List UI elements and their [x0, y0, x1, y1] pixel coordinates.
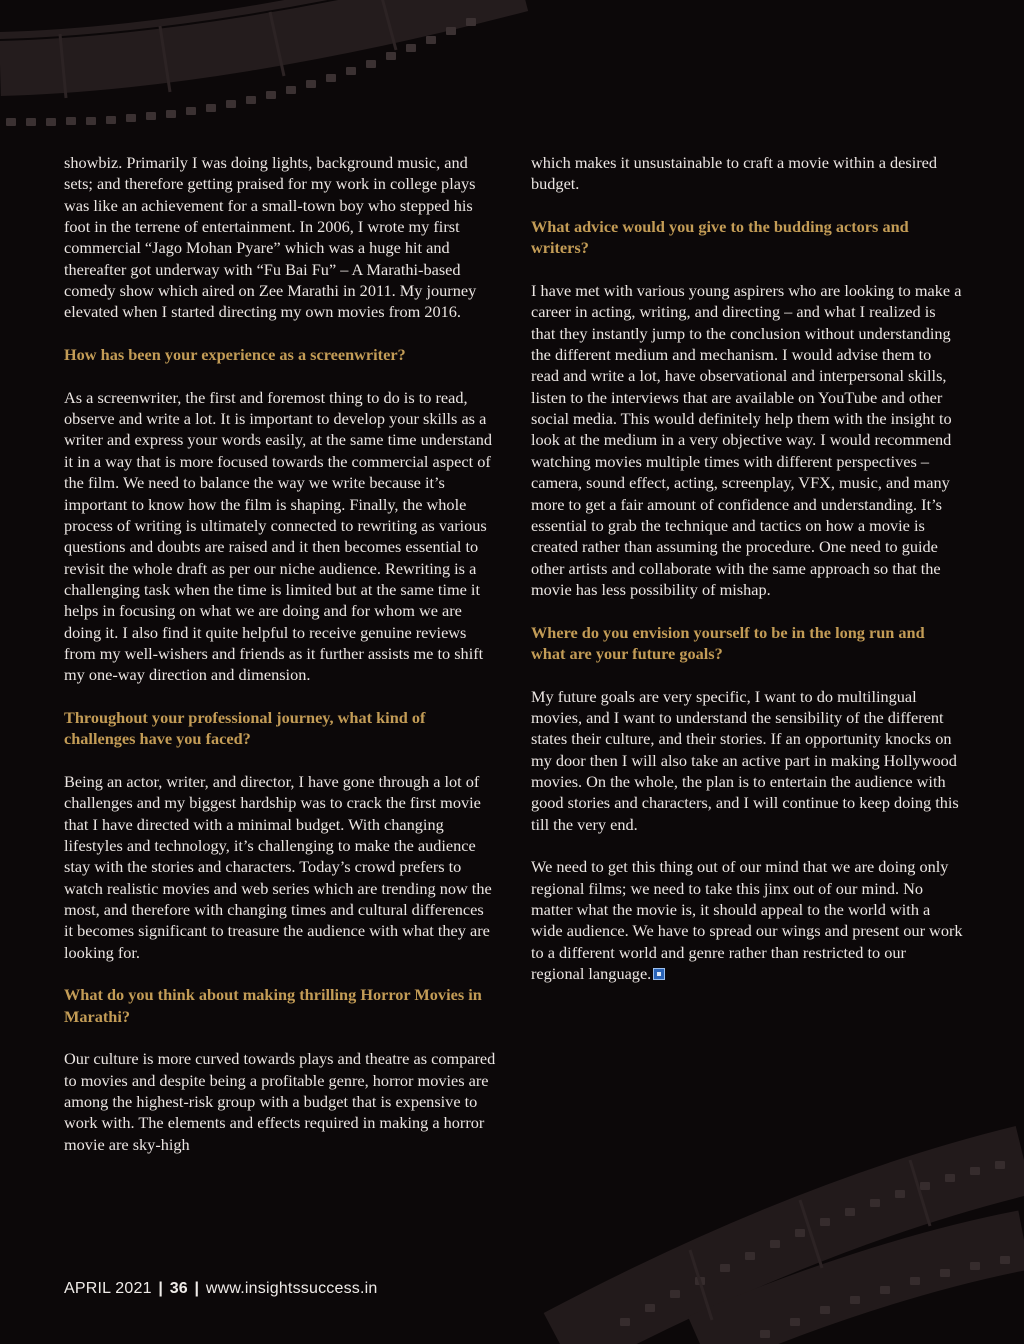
- interview-question: [64, 707, 496, 750]
- interview-answer: [531, 280, 963, 600]
- answer-text: showbiz. Primarily I was doing lights, background music, and sets; and therefore getting praised for my work in college plays was like an achievement for a small-town boy who stepped his foot in the terrene of entertainment. In 2006, I wrote my first commercial “Jago Mohan Pyare” which was a huge hit and thereafter got underway with “Fu Bai Fu” – A Marathi-based comedy show which aired on Zee Marathi in 2011. My journey elevated when I started directing my own movies from 2016.: [64, 153, 477, 322]
- answer-text: As a screenwriter, the first and foremost thing to do is to read, observe and write a lot. It is important to develop your skills as a writer and express your words easily, at the same time understand it in a way that is more focused towards the commercial aspect of the film. We need to balance the way we write because it’s important to know how the film is shaping. Finally, the whole process of writing is ultimately connected to rewriting as various questions and doubts are raised and it then becomes essential to revisit the whole draft as per our niche audience. Rewriting is a challenging task when the time is limited but at the same time it helps in focusing on what we are doing and for whom we are doing it. I also find it quite helpful to receive genuine reviews from my well-wishers and friends as it further assists me to shift my one-way direction and dimension.: [64, 387, 493, 685]
- question-text: What do you think about making thrilling Horror Movies in Marathi?: [64, 985, 482, 1026]
- interview-answer: [531, 686, 963, 835]
- page-footer: [64, 1280, 377, 1298]
- interview-answer: [531, 856, 963, 984]
- question-text: Throughout your professional journey, what kind of challenges have you faced?: [64, 707, 426, 749]
- interview-answer: [64, 771, 496, 963]
- end-mark-icon: [653, 968, 665, 980]
- question-text: What advice would you give to the budding actors and writers?: [531, 217, 909, 258]
- answer-text: I have met with various young aspirers who are looking to make a career in acting, writing, and directing – and what I realized is that they instantly jump to the conclusion without understanding the different medium and mechanism. I would advise them to read and write a lot, have observational and interpersonal skills, listen to the interviews that are available on YouTube and other social media. This would definitely help them with the insight to look at the medium in a very objective way. I would recommend watching movies multiple times with different perspectives – camera, sound effect, acting, screenplay, VFX, music, and many more to get a fair amount of confidence and understanding. It’s essential to grab the technique and tactics on how a movie is created rather than assuming the procedure. One need to guide other artists and collaborate with the same approach so that the movie has less possibility of mishap.: [531, 281, 962, 599]
- footer-separator: |: [194, 1280, 200, 1297]
- answer-text: My future goals are very specific, I want to do multilingual movies, and I want to understand the sensibility of the different states their culture, and their stories. If an opportunity knocks on my door then I will also take an active part in making Hollywood movies. On the whole, the plan is to entertain the audience with good stories and characters, and I will continue to keep doing this till the very end.: [531, 686, 959, 834]
- issue-date: APRIL 2021: [64, 1280, 152, 1297]
- answer-text: which makes it unsustainable to craft a movie within a desired budget.: [531, 153, 938, 194]
- answer-text: We need to get this thing out of our mind that we are doing only regional films; we need to take this jinx out of our mind. No matter what the movie is, it should appeal to the world with a wide audience. We have to spread our wings and present our work to a different world and genre rather than restricted to our regional language.: [531, 857, 963, 984]
- interview-answer: [64, 1048, 496, 1155]
- page-number: 36: [169, 1280, 188, 1297]
- question-text: Where do you envision yourself to be in the long run and what are your future goals?: [531, 622, 925, 663]
- interview-answer: [64, 387, 496, 686]
- interview-answer: [64, 152, 496, 323]
- footer-separator: |: [158, 1280, 164, 1297]
- answer-text: Being an actor, writer, and director, I have gone through a lot of challenges and my biggest hardship was to crack the first movie that I have directed with a minimal budget. With changing lifestyles and technology, it’s challenging to make the audience stay with the stories and characters. Today’s crowd prefers to watch realistic movies and web series which are trending now the most, and therefore with changing times and cultural differences it becomes significant to treasure the audience with what they are looking for.: [64, 771, 492, 962]
- interview-question: [531, 216, 963, 259]
- interview-question: [64, 344, 496, 365]
- website-link[interactable]: www.insightssuccess.in: [205, 1280, 378, 1297]
- question-text: How has been your experience as a screenwriter?: [64, 345, 406, 365]
- interview-answer: [531, 152, 963, 195]
- interview-question: [64, 984, 496, 1027]
- answer-text: Our culture is more curved towards plays and theatre as compared to movies and despite being a profitable genre, horror movies are among the highest-risk group with a budget that is expensive to work with. The elements and effects required in making a horror movie are sky-high: [64, 1049, 496, 1154]
- right-column: [531, 152, 963, 1006]
- interview-question: [531, 622, 963, 665]
- left-column: [64, 152, 496, 1177]
